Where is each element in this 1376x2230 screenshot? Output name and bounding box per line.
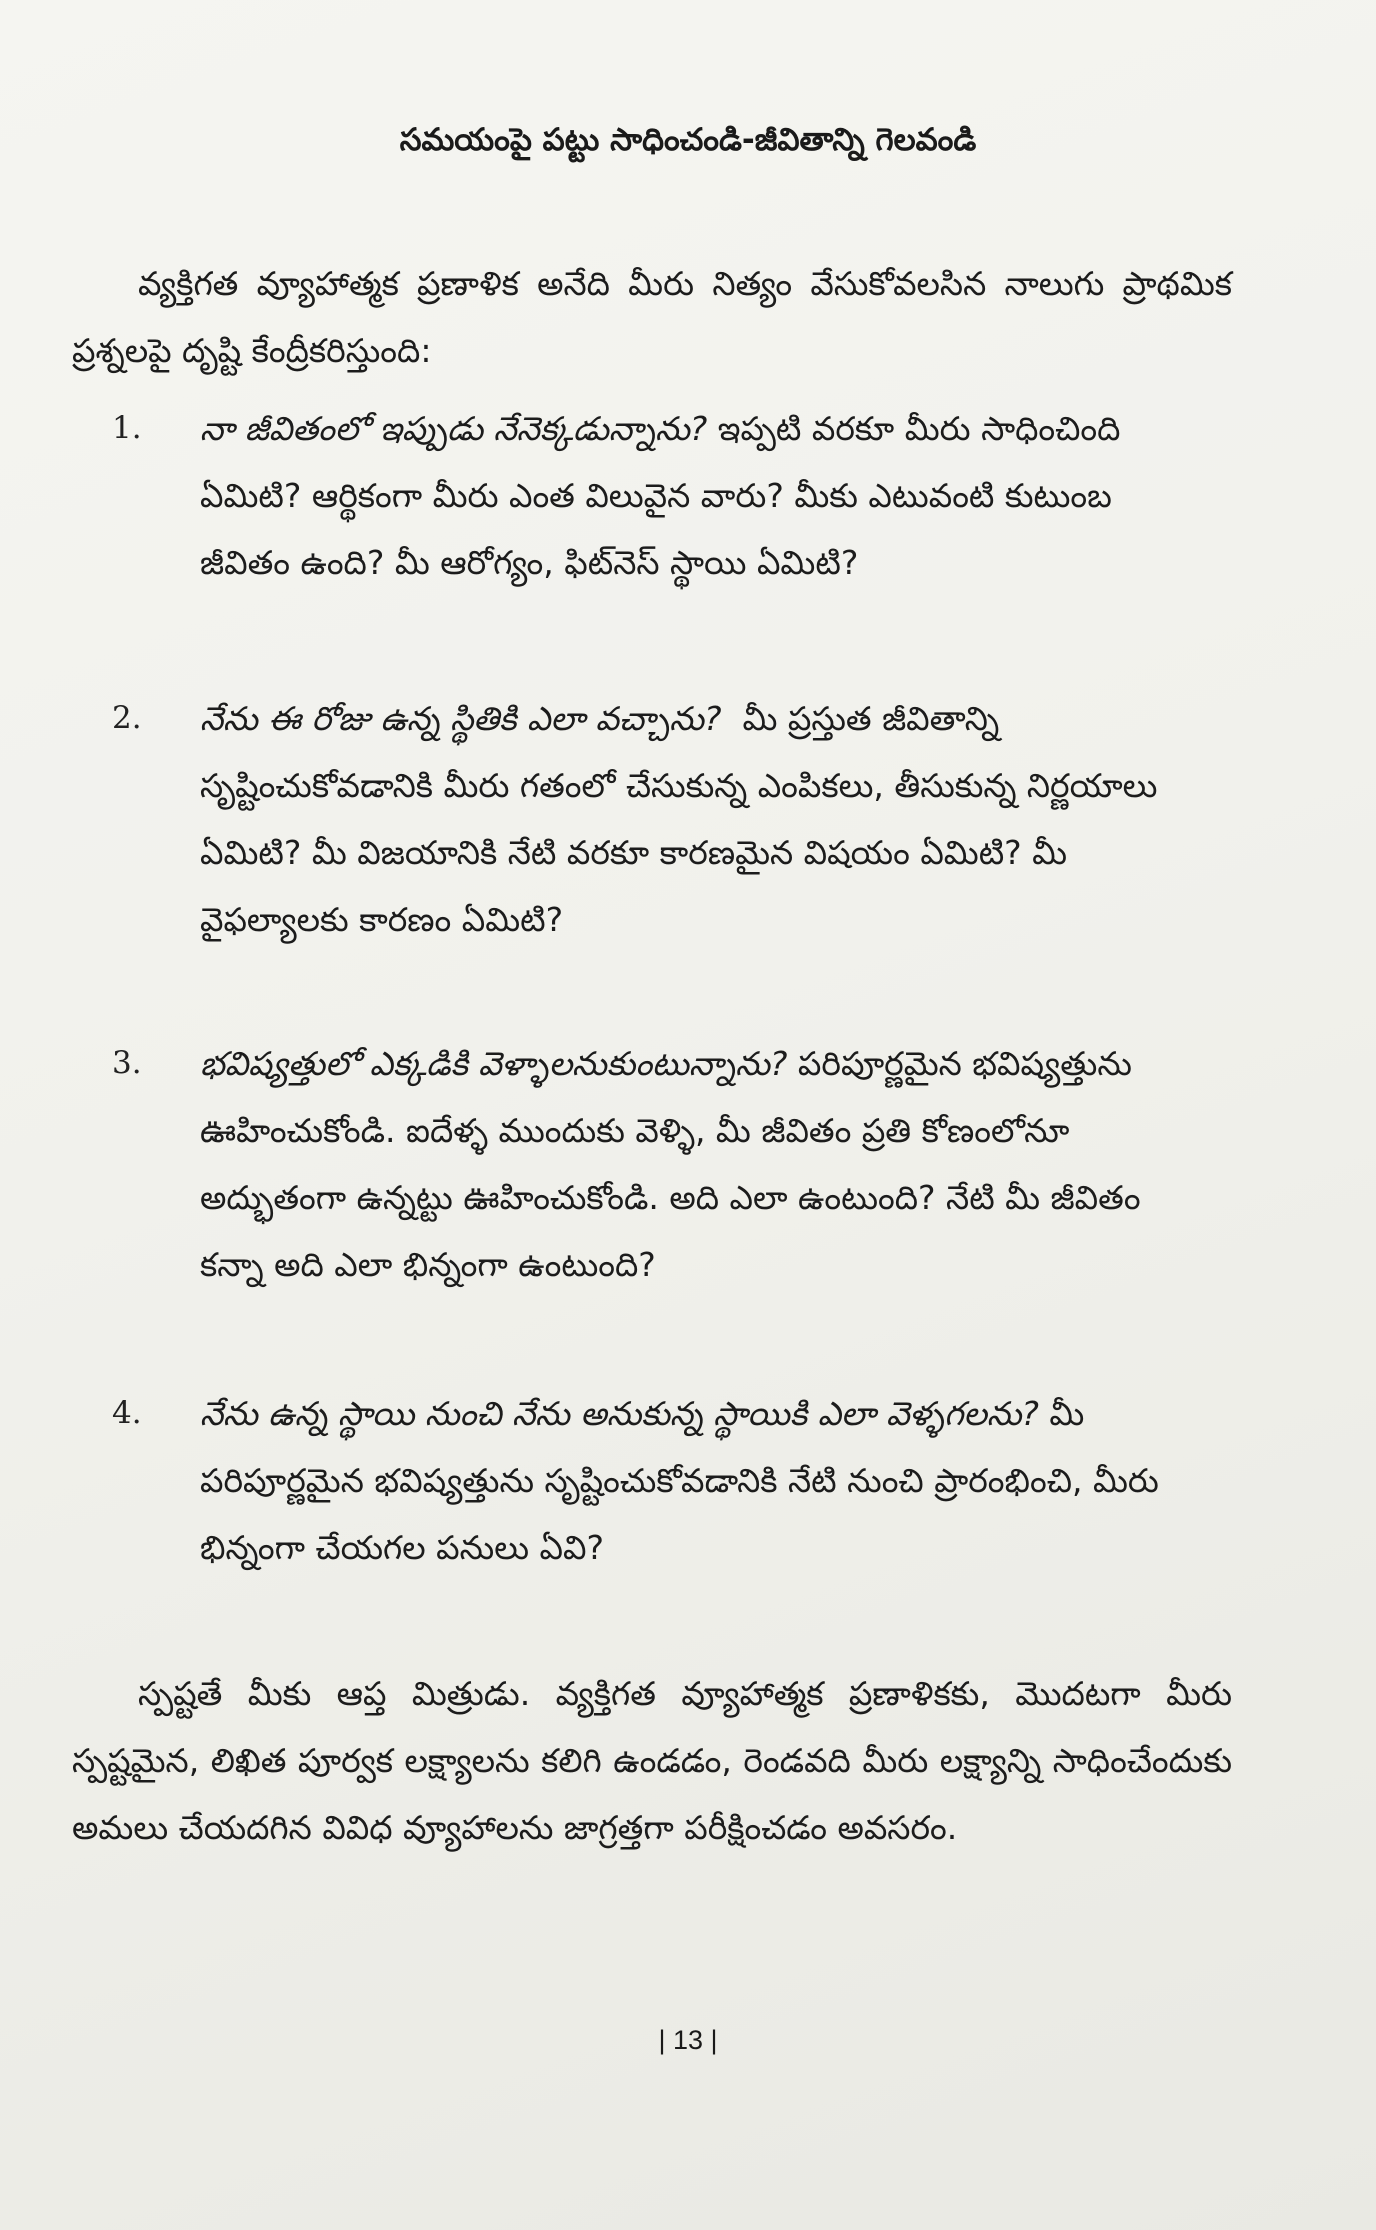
question-number: 1. bbox=[112, 410, 142, 446]
question-body: మీ పరిపూర్ణమైన భవిష్యత్తును సృష్టించుకోవడానికి నేటి నుంచి ప్రారంభించి, మీరు భిన్నంగా చేయగల పనులు ఏవి? bbox=[200, 1394, 1159, 1567]
question-italic: నా జీవితంలో ఇప్పుడు నేనెక్కడున్నాను? bbox=[200, 409, 708, 448]
question-italic: నేను ఉన్న స్థాయి నుంచి నేను అనుకున్న స్థాయికి ఎలా వెళ్ళగలను? bbox=[200, 1394, 1039, 1433]
question-body: ఇప్పటి వరకూ మీరు సాధించింది ఏమిటి? ఆర్థికంగా మీరు ఎంత విలువైన వారు? మీకు ఎటువంటి కుటుంబ జీవితం ఉంది? మీ ఆరోగ్యం, ఫిట్‌నెస్ స్థాయి ఏమిటి? bbox=[200, 409, 1121, 582]
intro-paragraph bbox=[72, 250, 1232, 384]
question-number: 2. bbox=[112, 700, 142, 736]
closing-paragraph-text: స్పష్టతే మీకు ఆప్త మిత్రుడు. వ్యక్తిగత వ్యూహాత్మక ప్రణాళికకు, మొదటగా మీరు స్పష్టమైన, లిఖిత పూర్వక లక్ష్యాలను కలిగి ఉండడం, రెండవది మీరు లక్ష్యాన్ని సాధించేందుకు అమలు చేయదగిన వివిధ వ్యూహాలను జాగ్రత్తగా పరీక్షించడం అవసరం. bbox=[72, 1674, 1232, 1847]
page-number: | 13 | bbox=[658, 2025, 718, 2055]
question-number: 3. bbox=[112, 1045, 142, 1081]
intro-paragraph-text: వ్యక్తిగత వ్యూహాత్మక ప్రణాళిక అనేది మీరు నిత్యం వేసుకోవలసిన నాలుగు ప్రాథమిక ప్రశ్నలపై దృష్టి కేంద్రీకరిస్తుంది: bbox=[72, 264, 1232, 370]
question-italic: భవిష్యత్తులో ఎక్కడికి వెళ్ళాలనుకుంటున్నాను? bbox=[200, 1044, 788, 1083]
question-body: పరిపూర్ణమైన భవిష్యత్తును ఊహించుకోండి. ఐదేళ్ళ ముందుకు వెళ్ళి, మీ జీవితం ప్రతి కోణంలోనూ అద్భుతంగా ఉన్నట్టు ఊహించుకోండి. అది ఎలా ఉంటుంది? నేటి మీ జీవితం కన్నా అది ఎలా భిన్నంగా ఉంటుంది? bbox=[200, 1044, 1141, 1284]
closing-paragraph bbox=[72, 1660, 1232, 1861]
question-text bbox=[200, 1380, 1160, 1581]
question-text bbox=[200, 1030, 1160, 1298]
question-text bbox=[200, 685, 1168, 953]
question-italic: నేను ఈ రోజు ఉన్న స్థితికి ఎలా వచ్చాను? bbox=[200, 699, 722, 738]
question-number: 4. bbox=[112, 1395, 142, 1431]
running-header-title: సమయంపై పట్టు సాధించండి-జీవితాన్ని గెలవండి bbox=[399, 122, 977, 158]
question-body: మీ ప్రస్తుత జీవితాన్ని సృష్టించుకోవడానికి మీరు గతంలో చేసుకున్న ఎంపికలు, తీసుకున్న నిర్ణయాలు ఏమిటి? మీ విజయానికి నేటి వరకూ కారణమైన విషయం ఏమిటి? మీ వైఫల్యాలకు కారణం ఏమిటి? bbox=[200, 699, 1168, 939]
question-text bbox=[200, 395, 1160, 596]
